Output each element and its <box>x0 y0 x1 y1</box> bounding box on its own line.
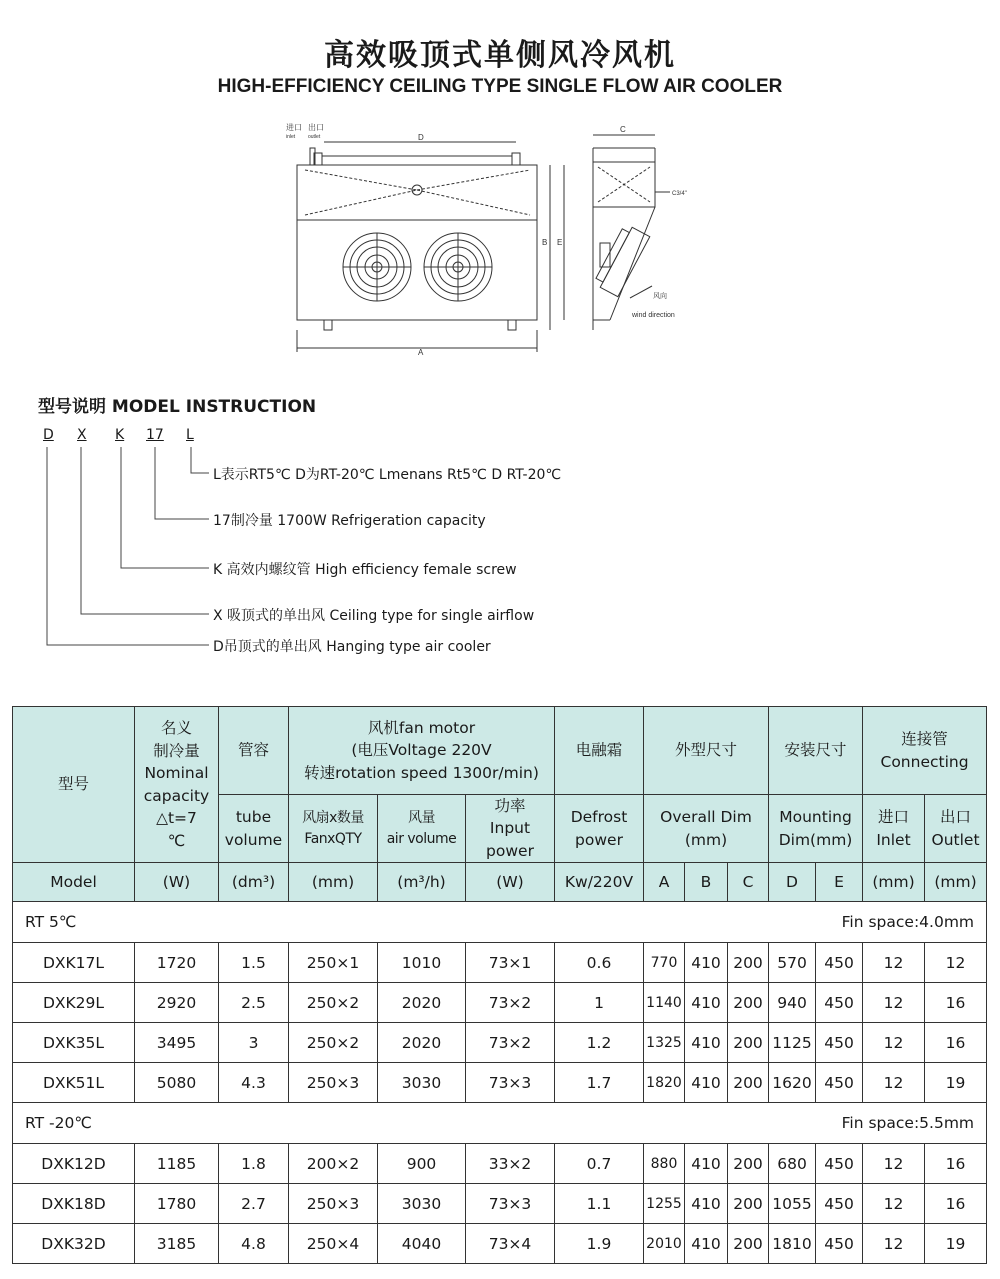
table-cell: 1255 <box>644 1184 685 1224</box>
table-cell: 3495 <box>135 1023 219 1063</box>
fan-left <box>343 233 411 301</box>
table-row <box>13 1063 987 1103</box>
table-row <box>13 1224 987 1264</box>
page-title-cn: 高效吸顶式单侧风冷风机 <box>324 38 676 73</box>
table-cell: 1820 <box>644 1063 685 1103</box>
table-cell: 2020 <box>378 1023 466 1063</box>
fin-space: Fin space:5.5mm <box>841 1114 975 1133</box>
table-cell: DXK18D <box>13 1184 135 1224</box>
unit-cell: A <box>644 863 685 902</box>
front-view-body <box>297 165 537 320</box>
instruction-item-k: K 高效内螺纹管 High efficiency female screw <box>213 562 517 578</box>
table-cell: 410 <box>685 1184 728 1224</box>
table-cell: 450 <box>816 1063 863 1103</box>
instruction-item-x: X 吸顶式的单出风 Ceiling type for single airflow <box>213 608 535 624</box>
fin-space: Fin space:4.0mm <box>841 913 975 932</box>
table-cell: 410 <box>685 1063 728 1103</box>
fan-right <box>424 233 492 301</box>
table-row <box>13 1144 987 1184</box>
table-cell: DXK35L <box>13 1023 135 1063</box>
table-cell: 12 <box>863 1184 925 1224</box>
outlet-label-cn: 出口 <box>308 123 324 132</box>
table-cell: 450 <box>816 1184 863 1224</box>
unit-cell: B <box>685 863 728 902</box>
table-cell: 73×2 <box>466 983 555 1023</box>
table-cell: 1140 <box>644 983 685 1023</box>
dim-label-b: B <box>542 238 548 247</box>
section-row <box>13 1103 987 1144</box>
table-cell: DXK51L <box>13 1063 135 1103</box>
table-cell: 250×1 <box>289 943 378 983</box>
table-cell: 1.1 <box>555 1184 644 1224</box>
model-instruction-title: 型号说明 MODEL INSTRUCTION <box>38 397 317 417</box>
section-label: RT 5℃ <box>25 913 77 932</box>
table-cell: 1810 <box>769 1224 816 1264</box>
page-title-en: HIGH-EFFICIENCY CEILING TYPE SINGLE FLOW AIR COOLER <box>217 76 783 97</box>
table-cell: 1.2 <box>555 1023 644 1063</box>
table-cell: 16 <box>925 1023 987 1063</box>
inlet-label-en: inlet <box>286 134 296 140</box>
unit-cell: C <box>728 863 769 902</box>
dim-label-c: C <box>620 125 626 134</box>
table-cell: DXK29L <box>13 983 135 1023</box>
pipe-size-label: C3/4" <box>672 191 687 197</box>
table-cell: 1.5 <box>219 943 289 983</box>
table-cell: 410 <box>685 1224 728 1264</box>
table-cell: 73×3 <box>466 1063 555 1103</box>
table-cell: 33×2 <box>466 1144 555 1184</box>
unit-cell: D <box>769 863 816 902</box>
table-cell: 880 <box>644 1144 685 1184</box>
table-cell: 570 <box>769 943 816 983</box>
table-cell: 1055 <box>769 1184 816 1224</box>
header-overall-cn: 外型尺寸 <box>644 707 769 795</box>
unit-cell: E <box>816 863 863 902</box>
section-row <box>13 902 987 943</box>
spec-table <box>12 706 987 1264</box>
instruction-item-l: L表示RT5℃ D为RT-20℃ Lmenans Rt5℃ D RT-20℃ <box>213 467 562 483</box>
code-x: X <box>77 427 87 443</box>
header-mounting-en: Mounting Dim(mm) <box>769 795 863 863</box>
table-cell: 940 <box>769 983 816 1023</box>
wind-direction-en: wind direction <box>632 312 675 319</box>
table-cell: 12 <box>925 943 987 983</box>
table-cell: 2920 <box>135 983 219 1023</box>
table-cell: 16 <box>925 1144 987 1184</box>
table-cell: 450 <box>816 1224 863 1264</box>
table-cell: 5080 <box>135 1063 219 1103</box>
table-cell: 1.8 <box>219 1144 289 1184</box>
header-overall-en: Overall Dim (mm) <box>644 795 769 863</box>
unit-cell: (W) <box>135 863 219 902</box>
table-cell: 3030 <box>378 1184 466 1224</box>
header-outlet: 出口 Outlet <box>925 795 987 863</box>
table-cell: 680 <box>769 1144 816 1184</box>
table-cell: 12 <box>863 1023 925 1063</box>
table-cell: 0.7 <box>555 1144 644 1184</box>
dim-label-a: A <box>418 348 424 357</box>
code-l: L <box>186 427 194 443</box>
table-cell: 410 <box>685 1023 728 1063</box>
table-cell: 250×4 <box>289 1224 378 1264</box>
header-input-power: 功率 Input power <box>466 795 555 863</box>
table-cell: 250×3 <box>289 1184 378 1224</box>
unit-cell: (m³/h) <box>378 863 466 902</box>
unit-cell: (mm) <box>863 863 925 902</box>
table-cell: 12 <box>863 983 925 1023</box>
header-inlet: 进口 Inlet <box>863 795 925 863</box>
header-capacity: 名义 制冷量 Nominal capacity △t=7 ℃ <box>135 707 219 863</box>
header-fan-qty: 风扇x数量 FanxQTY <box>289 795 378 863</box>
table-cell: 250×3 <box>289 1063 378 1103</box>
table-cell: 2.7 <box>219 1184 289 1224</box>
table-cell: 12 <box>863 943 925 983</box>
table-cell: 200 <box>728 1063 769 1103</box>
dim-label-d: D <box>418 133 424 142</box>
outlet-label-en: outlet <box>308 134 321 140</box>
header-tube-cn: 管容 <box>219 707 289 795</box>
table-cell: 900 <box>378 1144 466 1184</box>
table-cell: 450 <box>816 983 863 1023</box>
dim-label-e: E <box>557 238 563 247</box>
section-label: RT -20℃ <box>25 1114 92 1133</box>
table-cell: 2010 <box>644 1224 685 1264</box>
unit-cell: (dm³) <box>219 863 289 902</box>
instruction-item-17: 17制冷量 1700W Refrigeration capacity <box>213 513 486 529</box>
table-cell: 250×2 <box>289 1023 378 1063</box>
table-cell: 450 <box>816 943 863 983</box>
unit-cell: (W) <box>466 863 555 902</box>
header-air-volume: 风量 air volume <box>378 795 466 863</box>
header-defrost-en: Defrost power <box>555 795 644 863</box>
code-d: D <box>43 427 54 443</box>
table-row <box>13 1023 987 1063</box>
table-cell: DXK17L <box>13 943 135 983</box>
unit-cell: (mm) <box>925 863 987 902</box>
table-cell: 1 <box>555 983 644 1023</box>
units-row <box>13 863 987 902</box>
table-cell: DXK32D <box>13 1224 135 1264</box>
code-17: 17 <box>146 427 164 443</box>
table-cell: 2.5 <box>219 983 289 1023</box>
table-cell: 200 <box>728 1184 769 1224</box>
table-cell: 200 <box>728 943 769 983</box>
table-cell: 1010 <box>378 943 466 983</box>
table-cell: 200 <box>728 1224 769 1264</box>
table-cell: 3030 <box>378 1063 466 1103</box>
table-cell: 1780 <box>135 1184 219 1224</box>
table-cell: 200×2 <box>289 1144 378 1184</box>
code-k: K <box>115 427 125 443</box>
table-cell: 1620 <box>769 1063 816 1103</box>
table-cell: 410 <box>685 943 728 983</box>
table-cell: 200 <box>728 1144 769 1184</box>
table-cell: 12 <box>863 1063 925 1103</box>
technical-drawing <box>280 120 700 360</box>
unit-cell: Kw/220V <box>555 863 644 902</box>
table-cell: 200 <box>728 983 769 1023</box>
inlet-label-cn: 进口 <box>286 123 302 132</box>
table-cell: 200 <box>728 1023 769 1063</box>
table-cell: 3 <box>219 1023 289 1063</box>
table-cell: 1.9 <box>555 1224 644 1264</box>
table-cell: 2020 <box>378 983 466 1023</box>
table-row <box>13 943 987 983</box>
table-cell: DXK12D <box>13 1144 135 1184</box>
table-cell: 16 <box>925 983 987 1023</box>
table-cell: 3185 <box>135 1224 219 1264</box>
table-cell: 4.3 <box>219 1063 289 1103</box>
table-cell: 1720 <box>135 943 219 983</box>
table-cell: 770 <box>644 943 685 983</box>
table-cell: 19 <box>925 1063 987 1103</box>
table-cell: 19 <box>925 1224 987 1264</box>
table-cell: 16 <box>925 1184 987 1224</box>
table-cell: 73×3 <box>466 1184 555 1224</box>
instruction-item-d: D吊顶式的单出风 Hanging type air cooler <box>213 639 491 655</box>
table-cell: 73×2 <box>466 1023 555 1063</box>
header-defrost-cn: 电融霜 <box>555 707 644 795</box>
header-tube-en: tube volume <box>219 795 289 863</box>
table-row <box>13 1184 987 1224</box>
header-mounting-cn: 安装尺寸 <box>769 707 863 795</box>
table-cell: 12 <box>863 1144 925 1184</box>
table-cell: 1125 <box>769 1023 816 1063</box>
unit-cell: (mm) <box>289 863 378 902</box>
table-cell: 410 <box>685 1144 728 1184</box>
header-model-cn: 型号 <box>13 707 135 863</box>
wind-direction-cn: 风向 <box>653 293 667 300</box>
table-cell: 410 <box>685 983 728 1023</box>
table-cell: 4.8 <box>219 1224 289 1264</box>
table-cell: 250×2 <box>289 983 378 1023</box>
unit-cell: Model <box>13 863 135 902</box>
table-cell: 0.6 <box>555 943 644 983</box>
table-cell: 450 <box>816 1023 863 1063</box>
table-cell: 450 <box>816 1144 863 1184</box>
header-connecting: 连接管 Connecting <box>863 707 987 795</box>
header-fan-motor: 风机fan motor (电压Voltage 220V 转速rotation speed 1300r/min) <box>289 707 555 795</box>
table-row <box>13 983 987 1023</box>
table-cell: 12 <box>863 1224 925 1264</box>
table-cell: 4040 <box>378 1224 466 1264</box>
table-cell: 73×1 <box>466 943 555 983</box>
table-cell: 73×4 <box>466 1224 555 1264</box>
table-cell: 1325 <box>644 1023 685 1063</box>
table-cell: 1185 <box>135 1144 219 1184</box>
table-cell: 1.7 <box>555 1063 644 1103</box>
